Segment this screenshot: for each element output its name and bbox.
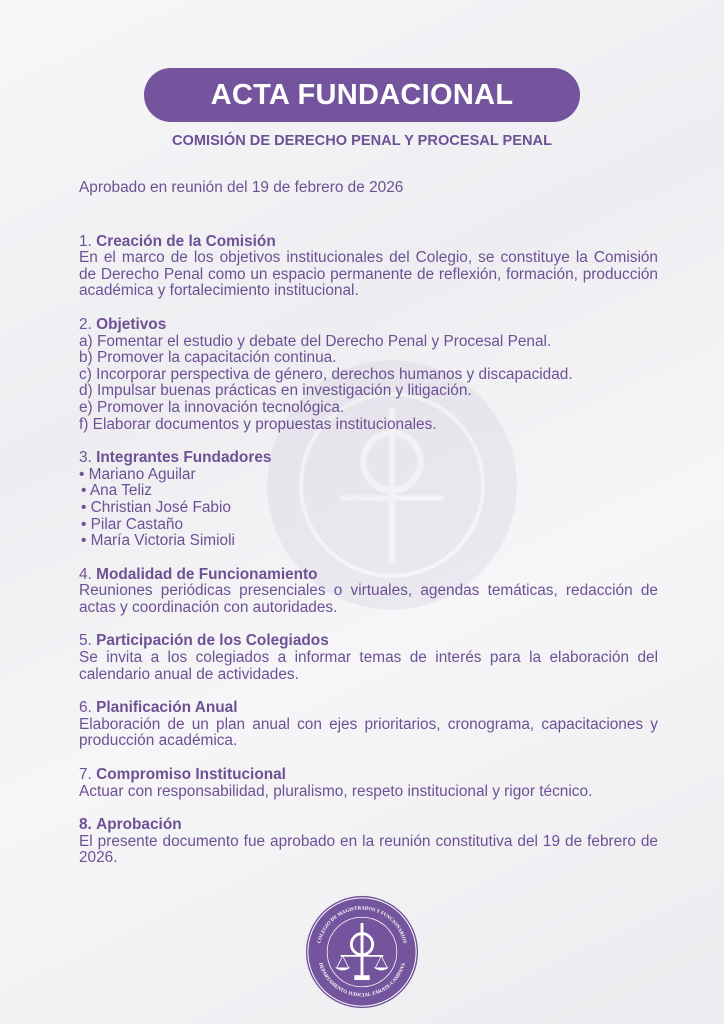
list-item: e) Promover la innovación tecnológica. <box>79 398 345 416</box>
section-heading: 2. Objetivos <box>79 315 167 333</box>
institution-seal-logo <box>304 894 420 1010</box>
list-item: • María Victoria Simioli <box>81 532 235 550</box>
section-creacion <box>79 234 658 300</box>
section-compromiso <box>79 767 658 800</box>
list-item: • Ana Teliz <box>81 482 152 500</box>
objectives-list <box>79 334 658 434</box>
section-heading: 7. Compromiso Institucional <box>79 766 286 784</box>
section-aprobacion <box>79 817 658 867</box>
document-subtitle: COMISIÓN DE DERECHO PENAL Y PROCESAL PENAL <box>171 133 553 149</box>
page-title: ACTA FUNDACIONAL <box>144 68 580 122</box>
section-body: Reuniones periódicas presenciales o virtuales, agendas temáticas, redacción de actas y coordinación con autoridades. <box>79 582 658 616</box>
svg-text:DEPARTAMENTO JUDICIAL ZÁRATE-C: DEPARTAMENTO JUDICIAL ZÁRATE-CAMPANA <box>317 962 407 999</box>
section-body: Elaboración de un plan anual con ejes prioritarios, cronograma, capacitaciones y producción académica. <box>79 715 658 750</box>
approval-date-line: Aprobado en reunión del 19 de febrero de 2026 <box>79 179 404 196</box>
section-heading: 8. Aprobación <box>79 816 182 834</box>
section-objetivos <box>79 317 658 433</box>
section-heading: 3. Integrantes Fundadores <box>79 449 272 467</box>
list-item: d) Impulsar buenas prácticas en investigación y litigación. <box>79 382 472 400</box>
section-heading: 1. Creación de la Comisión <box>79 232 276 250</box>
section-planificacion <box>79 700 658 750</box>
list-item: c) Incorporar perspectiva de género, derechos humanos y discapacidad. <box>79 365 573 383</box>
section-body: Se invita a los colegiados a informar temas de interés para la elaboración del calendario anual de actividades. <box>79 649 658 683</box>
section-integrantes <box>79 450 658 550</box>
list-item: • Pilar Castaño <box>81 515 184 533</box>
svg-text:COLEGIO DE MAGISTRADOS Y FUNCI: COLEGIO DE MAGISTRADOS Y FUNCIONARIOS <box>317 906 407 945</box>
list-item: b) Promover la capacitación continua. <box>79 349 337 367</box>
members-list <box>79 467 658 550</box>
list-item: • Mariano Aguilar <box>79 465 196 483</box>
document-body <box>79 180 658 884</box>
section-participacion <box>79 633 658 683</box>
section-heading: 4. Modalidad de Funcionamiento <box>79 565 318 583</box>
section-body: Actuar con responsabilidad, pluralismo, respeto institucional y rigor técnico. <box>79 782 593 800</box>
section-heading: 5. Participación de los Colegiados <box>79 632 329 650</box>
list-item: • Christian José Fabio <box>81 498 231 516</box>
section-heading: 6. Planificación Anual <box>79 699 238 717</box>
list-item: a) Fomentar el estudio y debate del Derecho Penal y Procesal Penal. <box>79 332 552 350</box>
list-item: f) Elaborar documentos y propuestas institucionales. <box>79 415 437 433</box>
section-modalidad <box>79 567 658 617</box>
section-body: El presente documento fue aprobado en la reunión constitutiva del 19 de febrero de 2026. <box>79 832 658 867</box>
section-body: En el marco de los objetivos institucionales del Colegio, se constituye la Comisión de Derecho Penal como un espacio permanente de reflexión, formación, producción académica y fortalecimiento institucional. <box>79 249 658 300</box>
